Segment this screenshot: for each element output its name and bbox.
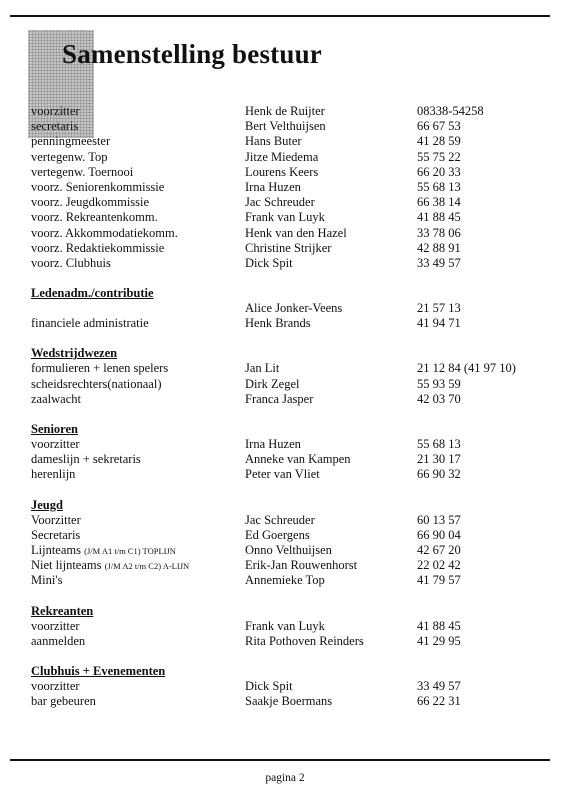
phone-number: 66 90 04 <box>417 527 461 542</box>
person-name: Bert Velthuijsen <box>245 119 326 134</box>
person-name: Dick Spit <box>245 255 293 270</box>
list-item <box>31 619 551 634</box>
list-item <box>31 634 551 649</box>
role-label: formulieren + lenen spelers <box>31 361 169 376</box>
page-title: Samenstelling bestuur <box>62 39 322 69</box>
person-name: Dirk Zegel <box>245 376 300 391</box>
phone-number: 60 13 57 <box>417 512 461 527</box>
role-label: voorzitter <box>31 437 80 451</box>
role-label: voorz. Clubhuis <box>31 255 111 270</box>
role-cell <box>31 256 245 271</box>
list-item <box>31 104 551 119</box>
phone-number: 21 30 17 <box>417 452 461 467</box>
role-label: penningmeester <box>31 134 111 149</box>
section-heading: Senioren <box>31 422 78 436</box>
phone-number: 55 75 22 <box>417 149 461 164</box>
person-name: Dick Spit <box>245 678 293 693</box>
list-item <box>31 180 551 195</box>
role-cell <box>31 134 245 149</box>
person-name: Peter van Vliet <box>245 467 320 482</box>
role-cell <box>31 694 245 709</box>
list-item <box>31 316 551 331</box>
role-cell <box>31 150 245 165</box>
person-name: Onno Velthuijsen <box>245 542 332 557</box>
section <box>31 603 551 649</box>
bottom-rule <box>10 759 550 761</box>
phone-number: 42 88 91 <box>417 240 461 255</box>
role-label: Niet lijnteams <box>31 558 102 573</box>
role-cell <box>31 437 245 452</box>
role-cell <box>31 195 245 210</box>
person-name: Jac Schreuder <box>245 512 315 527</box>
list-item <box>31 165 551 180</box>
list-item <box>31 134 551 149</box>
phone-number: 66 22 31 <box>417 694 461 709</box>
list-item <box>31 241 551 256</box>
phone-number: 66 38 14 <box>417 195 461 210</box>
page-number: pagina 2 <box>265 772 305 784</box>
role-label: voorzitter <box>31 618 80 633</box>
section-heading: Rekreanten <box>31 603 94 618</box>
list-item <box>31 256 551 271</box>
list-item <box>31 694 551 709</box>
role-cell <box>31 513 245 528</box>
role-cell <box>31 558 245 573</box>
phone-number: 55 68 13 <box>417 179 461 194</box>
person-name: Alice Jonker-Veens <box>245 301 343 316</box>
list-item <box>31 226 551 241</box>
phone-number: 55 68 13 <box>417 437 461 451</box>
person-name: Anneke van Kampen <box>245 452 351 467</box>
phone-number: 41 88 45 <box>417 210 461 225</box>
person-name: Irna Huzen <box>245 179 301 194</box>
role-cell <box>31 528 245 543</box>
person-name: Irna Huzen <box>245 437 301 451</box>
role-cell <box>31 210 245 225</box>
role-cell <box>31 226 245 241</box>
person-name: Jan Lit <box>245 361 280 376</box>
role-cell <box>31 573 245 588</box>
role-cell <box>31 619 245 634</box>
role-qualifier: (J/M A1 t/m C1) TOPLIJN <box>84 545 176 556</box>
phone-number: 33 49 57 <box>417 255 461 270</box>
role-cell <box>31 543 245 558</box>
role-label: voorzitter <box>31 678 80 693</box>
role-label: zaalwacht <box>31 391 81 406</box>
role-label: secretaris <box>31 119 79 134</box>
role-label: aanmelden <box>31 633 86 648</box>
person-name: Saakje Boermans <box>245 694 333 709</box>
person-name: Jac Schreuder <box>245 195 315 210</box>
role-label: Mini's <box>31 573 63 588</box>
role-cell <box>31 165 245 180</box>
role-label: voorzitter <box>31 104 80 118</box>
list-item <box>31 361 551 376</box>
list-item <box>31 513 551 528</box>
person-name: Ed Goergens <box>245 527 310 542</box>
phone-number: 41 28 59 <box>417 134 461 149</box>
phone-number: 21 12 84 (41 97 10) <box>417 361 516 376</box>
role-label: voorz. Seniorenkommissie <box>31 179 165 194</box>
role-label: financiele administratie <box>31 316 149 331</box>
role-label: herenlijn <box>31 467 76 482</box>
phone-number: 41 88 45 <box>417 618 461 633</box>
phone-number: 66 20 33 <box>417 164 461 179</box>
role-cell <box>31 104 245 119</box>
list-item <box>31 437 551 452</box>
phone-number: 33 49 57 <box>417 678 461 693</box>
phone-number: 33 78 06 <box>417 225 461 240</box>
person-name: Rita Pothoven Reinders <box>245 633 364 648</box>
list-item <box>31 528 551 543</box>
role-cell <box>31 452 245 467</box>
person-name: Annemieke Top <box>245 573 325 588</box>
section-heading: Jeugd <box>31 497 63 512</box>
person-name: Henk Brands <box>245 316 311 331</box>
role-cell <box>31 361 245 376</box>
list-item <box>31 392 551 407</box>
person-name: Henk de Ruijter <box>245 104 325 118</box>
person-name: Lourens Keers <box>245 164 319 179</box>
phone-number: 21 57 13 <box>417 301 461 316</box>
role-cell <box>31 301 245 316</box>
role-label: vertegenw. Toernooi <box>31 164 134 179</box>
role-cell <box>31 316 245 331</box>
list-item <box>31 543 551 558</box>
role-label: Secretaris <box>31 527 81 542</box>
person-name: Hans Buter <box>245 134 302 149</box>
phone-number: 42 67 20 <box>417 542 461 557</box>
phone-number: 55 93 59 <box>417 376 461 391</box>
phone-number: 41 94 71 <box>417 316 461 331</box>
phone-number: 22 02 42 <box>417 558 461 573</box>
list-item <box>31 573 551 588</box>
section <box>31 497 551 589</box>
role-label: voorz. Redaktiekommissie <box>31 240 165 255</box>
role-label: Lijnteams <box>31 542 81 557</box>
role-cell <box>31 634 245 649</box>
person-name: Franca Jasper <box>245 391 314 406</box>
list-item <box>31 119 551 134</box>
section-heading: Wedstrijdwezen <box>31 346 118 361</box>
role-cell <box>31 679 245 694</box>
list-item <box>31 301 551 316</box>
list-item <box>31 210 551 225</box>
role-qualifier: (J/M A2 t/m C2) A-LIJN <box>104 561 190 572</box>
role-label: voorz. Jeugdkommissie <box>31 195 150 210</box>
phone-number: 66 90 32 <box>417 467 461 482</box>
list-item <box>31 452 551 467</box>
role-cell <box>31 392 245 407</box>
list-item <box>31 195 551 210</box>
role-cell <box>31 180 245 195</box>
role-label: vertegenw. Top <box>31 149 108 164</box>
phone-number: 41 79 57 <box>417 573 461 588</box>
section <box>31 421 551 483</box>
role-label: scheidsrechters(nationaal) <box>31 376 162 391</box>
role-cell <box>31 377 245 392</box>
person-name: Erik-Jan Rouwenhorst <box>245 558 358 573</box>
role-label: voorz. Akkommodatiekomm. <box>31 225 178 240</box>
person-name: Frank van Luyk <box>245 210 325 225</box>
person-name: Frank van Luyk <box>245 618 325 633</box>
role-cell <box>31 241 245 256</box>
list-item <box>31 679 551 694</box>
role-cell <box>31 467 245 482</box>
list-item <box>31 558 551 573</box>
phone-number: 08338-54258 <box>417 104 484 118</box>
phone-number: 66 67 53 <box>417 119 461 134</box>
phone-number: 42 03 70 <box>417 391 461 406</box>
role-label: voorz. Rekreantenkomm. <box>31 210 158 225</box>
list-item <box>31 467 551 482</box>
phone-number: 41 29 95 <box>417 633 461 648</box>
section <box>31 285 551 331</box>
section <box>31 663 551 709</box>
person-name: Henk van den Hazel <box>245 225 347 240</box>
section <box>31 104 551 271</box>
top-rule <box>10 15 550 17</box>
list-item <box>31 377 551 392</box>
person-name: Jitze Miedema <box>245 149 319 164</box>
section <box>31 345 551 407</box>
role-label: dameslijn + sekretaris <box>31 452 141 467</box>
role-label: Voorzitter <box>31 512 81 527</box>
section-heading: Ledenadm./contributie <box>31 286 154 301</box>
person-name: Christine Strijker <box>245 240 332 255</box>
role-label: bar gebeuren <box>31 694 96 709</box>
list-item <box>31 150 551 165</box>
board-listing <box>31 104 551 709</box>
section-heading: Clubhuis + Evenementen <box>31 663 166 678</box>
role-cell <box>31 119 245 134</box>
